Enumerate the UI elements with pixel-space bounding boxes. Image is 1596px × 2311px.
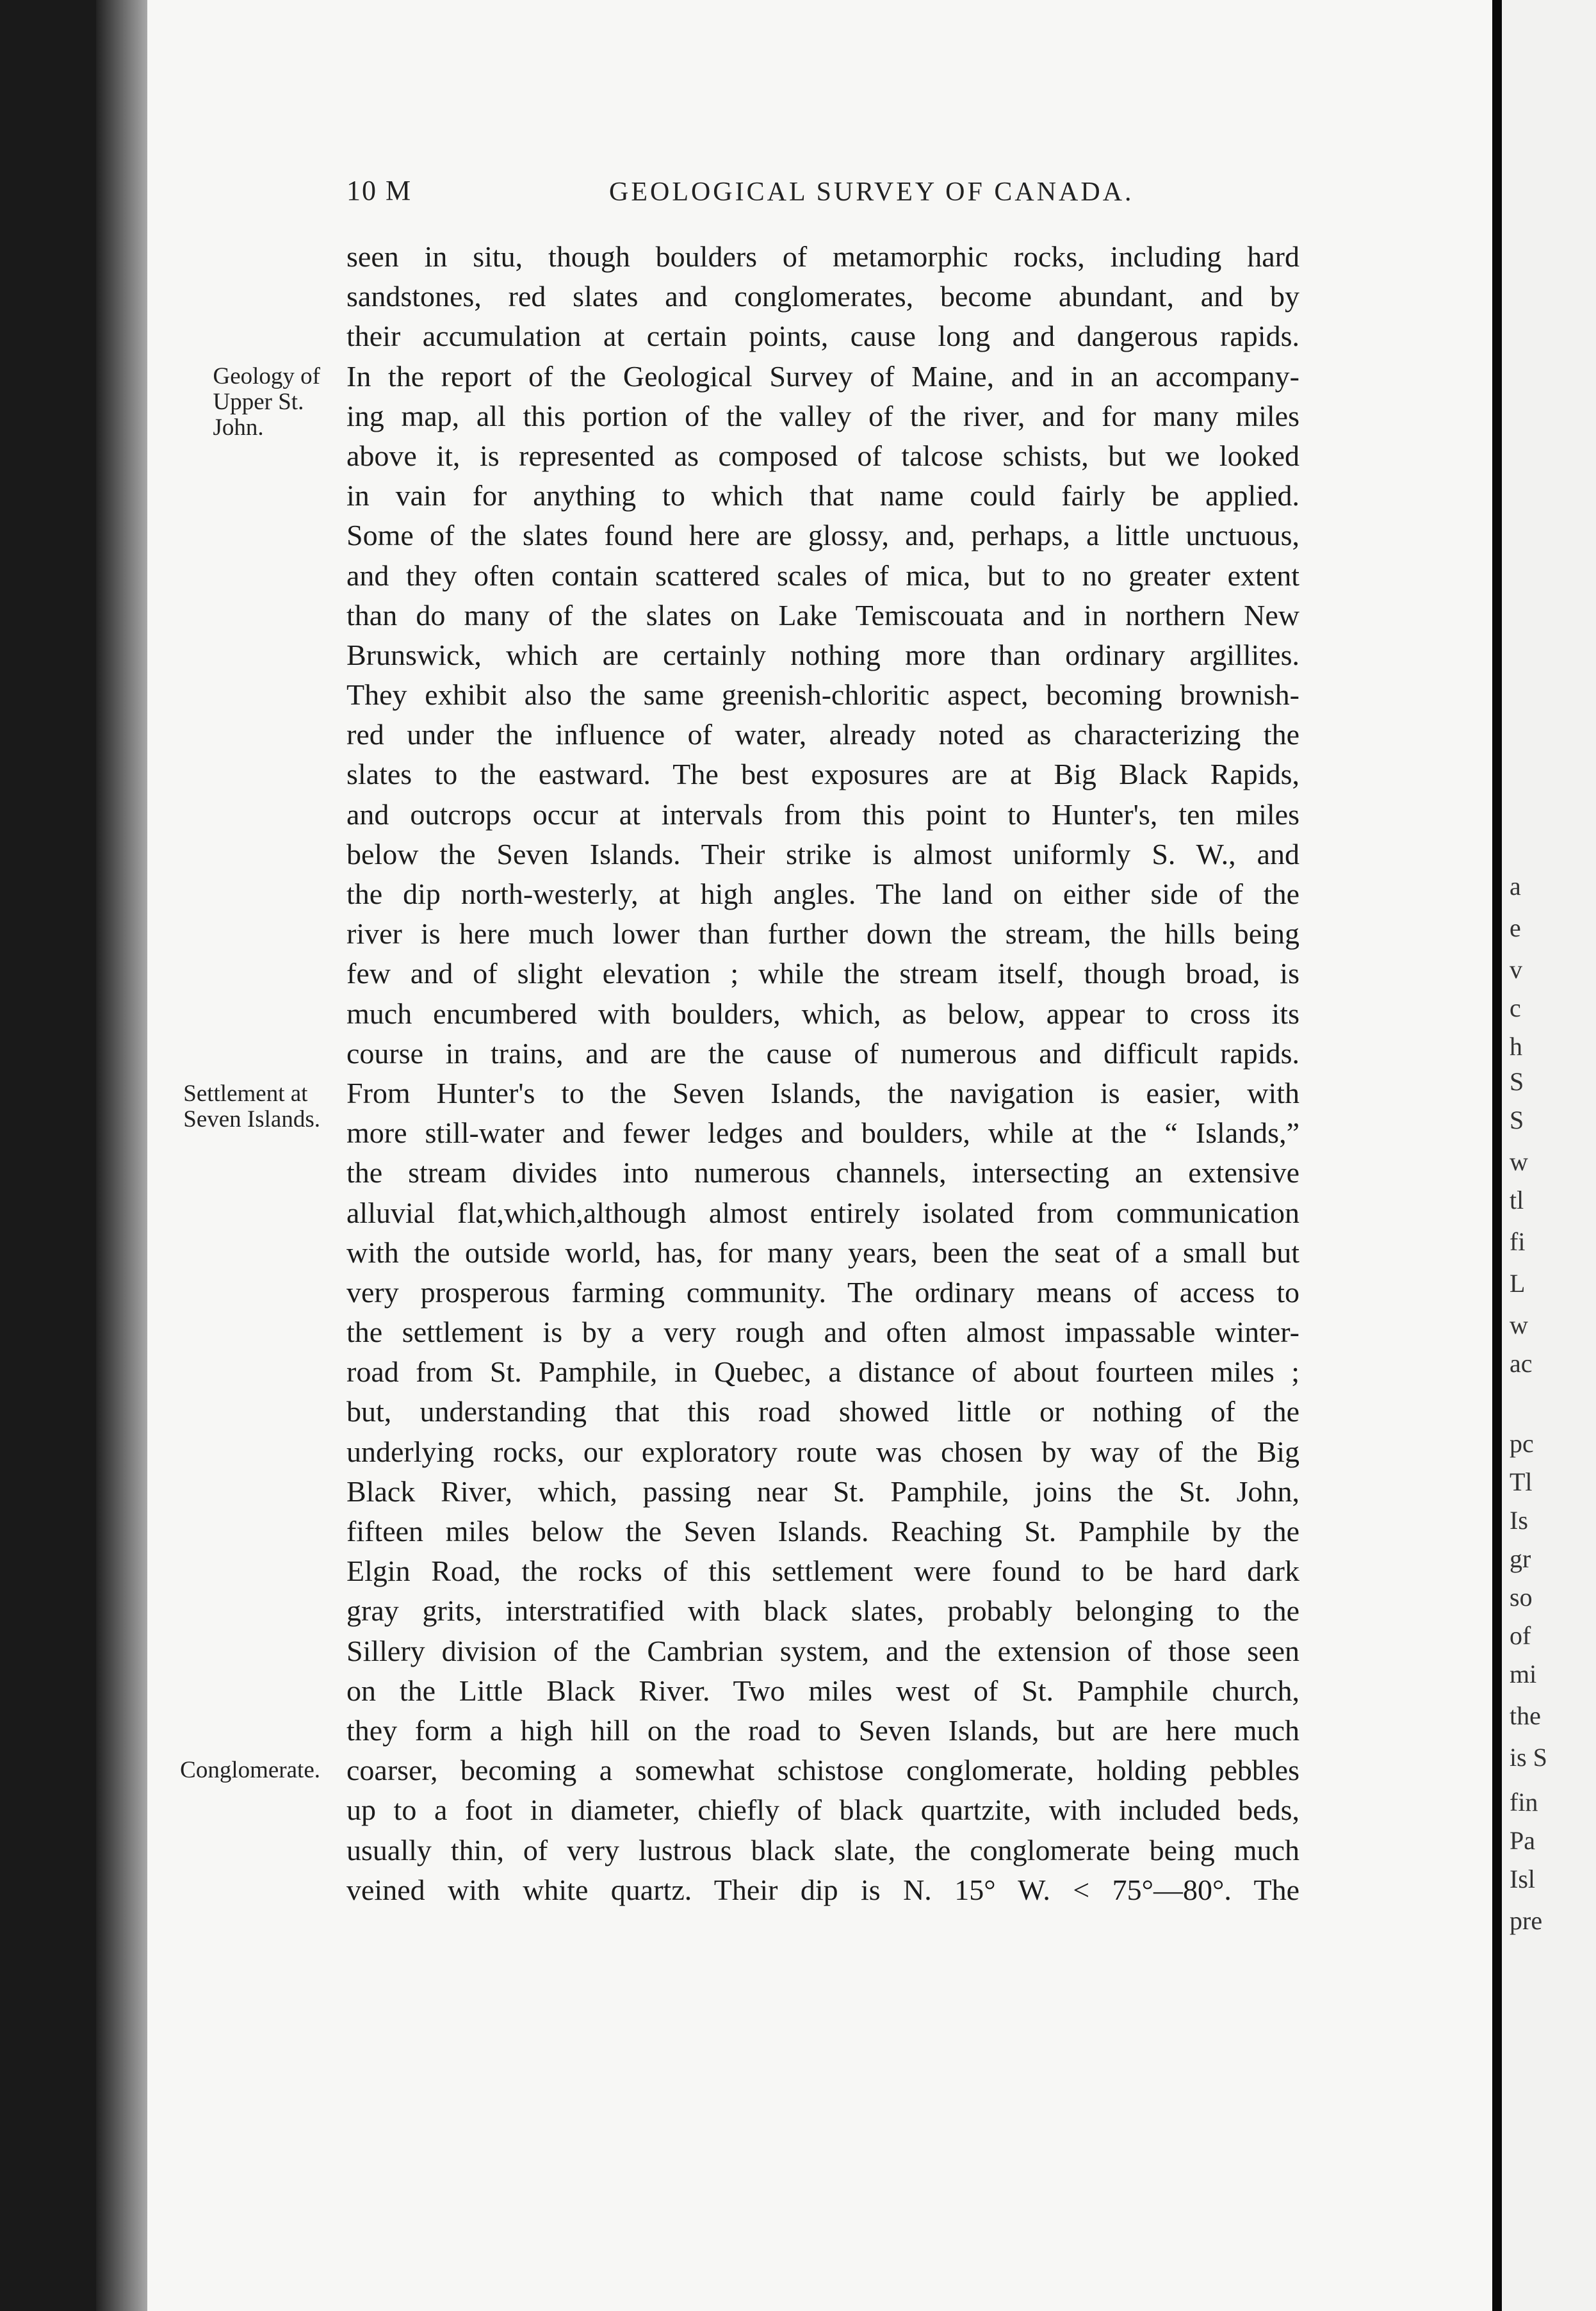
facing-page-text: the — [1510, 1701, 1541, 1730]
facing-page-text: a — [1510, 872, 1521, 901]
facing-page-text: so — [1510, 1583, 1533, 1612]
text-line: From Hunter's to the Seven Islands, the navigation is easier, with — [346, 1076, 1299, 1109]
text-line: few and of slight elevation ; while the stream itself, though broad, is — [346, 957, 1299, 990]
text-line: course in trains, and are the cause of numerous and difficult rapids. — [346, 1036, 1299, 1070]
text-line: red under the influence of water, already noted as characterizing the — [346, 718, 1299, 751]
text-line: Sillery division of the Cambrian system, and the extension of those seen — [346, 1634, 1299, 1667]
side-note-conglomerate: Conglomerate. — [180, 1757, 320, 1783]
facing-page-text: fin — [1510, 1788, 1538, 1817]
text-line: but, understanding that this road showed little or nothing of the — [346, 1395, 1299, 1428]
text-line: and outcrops occur at intervals from this point to Hunter's, ten miles — [346, 797, 1299, 831]
text-line: above it, is represented as composed of talcose schists, but we looked — [346, 439, 1299, 472]
text-line: veined with white quartz. Their dip is N. 15° W. < 75°—80°. The — [346, 1873, 1299, 1906]
text-line: with the outside world, has, for many years, been the seat of a small but — [346, 1236, 1299, 1269]
side-note-geology: Geology of Upper St. John. — [213, 363, 320, 441]
text-line: the dip north-westerly, at high angles. The land on either side of the — [346, 878, 1299, 910]
text-line: than do many of the slates on Lake Temiscouata and in northern New — [346, 598, 1299, 632]
facing-page-text: w — [1510, 1311, 1528, 1339]
facing-page-text: Is — [1510, 1506, 1528, 1535]
facing-page-text: is S — [1510, 1743, 1547, 1772]
text-line: more still-water and fewer ledges and boulders, while at the “ Islands,” — [346, 1116, 1299, 1150]
text-line: fifteen miles below the Seven Islands. Reaching St. Pamphile by the — [346, 1515, 1299, 1547]
facing-page-text: ac — [1510, 1349, 1533, 1378]
text-line: They exhibit also the same greenish-chloritic aspect, becoming brownish- — [346, 678, 1299, 712]
text-line: gray grits, interstratified with black slates, probably belonging to the — [346, 1594, 1299, 1628]
text-line: alluvial flat,which,although almost entirely isolated from communication — [346, 1196, 1299, 1229]
facing-page-text: of — [1510, 1621, 1531, 1650]
facing-page-text: pre — [1510, 1906, 1543, 1935]
text-line: Brunswick, which are certainly nothing more than ordinary argillites. — [346, 638, 1299, 671]
facing-page-text: S — [1510, 1106, 1524, 1134]
side-note-settlement: Settlement at Seven Islands. — [183, 1081, 320, 1132]
facing-page-text: Isl — [1510, 1865, 1535, 1893]
facing-page-text: tl — [1510, 1186, 1524, 1214]
text-line: in vain for anything to which that name could fairly be applied. — [346, 479, 1299, 512]
text-line: below the Seven Islands. Their strike is almost uniformly S. W., and — [346, 837, 1299, 870]
facing-page-text: h — [1510, 1032, 1522, 1061]
page-header — [346, 174, 1481, 219]
facing-page-text: v — [1510, 955, 1522, 984]
text-line: river is here much lower than further down the stream, the hills being — [346, 917, 1299, 951]
body-text — [346, 237, 1299, 1910]
text-line: coarser, becoming a somewhat schistose conglomerate, holding pebbles — [346, 1754, 1299, 1787]
text-line: slates to the eastward. The best exposures are at Big Black Rapids, — [346, 758, 1299, 791]
page-number: 10 M — [346, 175, 412, 206]
text-line: road from St. Pamphile, in Quebec, a distance of about fourteen miles ; — [346, 1355, 1299, 1389]
facing-page-text: Pa — [1510, 1826, 1535, 1855]
text-line: Black River, which, passing near St. Pamphile, joins the St. John, — [346, 1474, 1299, 1508]
text-line: up to a foot in diameter, chiefly of black quartzite, with included beds, — [346, 1793, 1299, 1827]
text-line: usually thin, of very lustrous black slate, the conglomerate being much — [346, 1833, 1299, 1866]
text-line: Elgin Road, the rocks of this settlement were found to be hard dark — [346, 1555, 1299, 1588]
facing-page-text: fi — [1510, 1227, 1526, 1256]
text-line: and they often contain scattered scales of mica, but to no greater extent — [346, 559, 1299, 592]
facing-page-text: e — [1510, 913, 1521, 942]
text-line: Some of the slates found here are glossy, and, perhaps, a little unctuous, — [346, 519, 1299, 552]
facing-page-text: Tl — [1510, 1467, 1533, 1496]
text-line: In the report of the Geological Survey of Maine, and in an accompany- — [346, 359, 1299, 393]
running-title: GEOLOGICAL SURVEY OF CANADA. — [609, 177, 1134, 207]
facing-page-text: pc — [1510, 1429, 1534, 1458]
text-line: underlying rocks, our exploratory route was chosen by way of the Big — [346, 1435, 1299, 1468]
facing-page-text: c — [1510, 993, 1521, 1022]
facing-page-text: w — [1510, 1147, 1528, 1176]
facing-page-text: L — [1510, 1269, 1526, 1298]
text-line: on the Little Black River. Two miles west of St. Pamphile church, — [346, 1674, 1299, 1707]
text-line: the stream divides into numerous channels, intersecting an extensive — [346, 1156, 1299, 1189]
text-line: much encumbered with boulders, which, as below, appear to cross its — [346, 997, 1299, 1030]
text-line: very prosperous farming community. The ordinary means of access to — [346, 1275, 1299, 1309]
facing-page-fragment — [1502, 0, 1596, 2311]
text-line: ing map, all this portion of the valley of the river, and for many miles — [346, 399, 1299, 432]
facing-page-text: gr — [1510, 1544, 1531, 1573]
text-line: they form a high hill on the road to Seven Islands, but are here much — [346, 1713, 1299, 1747]
text-line: seen in situ, though boulders of metamorphic rocks, including hard — [346, 240, 1299, 273]
text-line: sandstones, red slates and conglomerates, become abundant, and by — [346, 280, 1299, 313]
facing-page-text: S — [1510, 1067, 1524, 1096]
text-line: the settlement is by a very rough and often almost impassable winter- — [346, 1316, 1299, 1349]
facing-page-text: mi — [1510, 1660, 1537, 1688]
text-line: their accumulation at certain points, cause long and dangerous rapids. — [346, 320, 1299, 353]
